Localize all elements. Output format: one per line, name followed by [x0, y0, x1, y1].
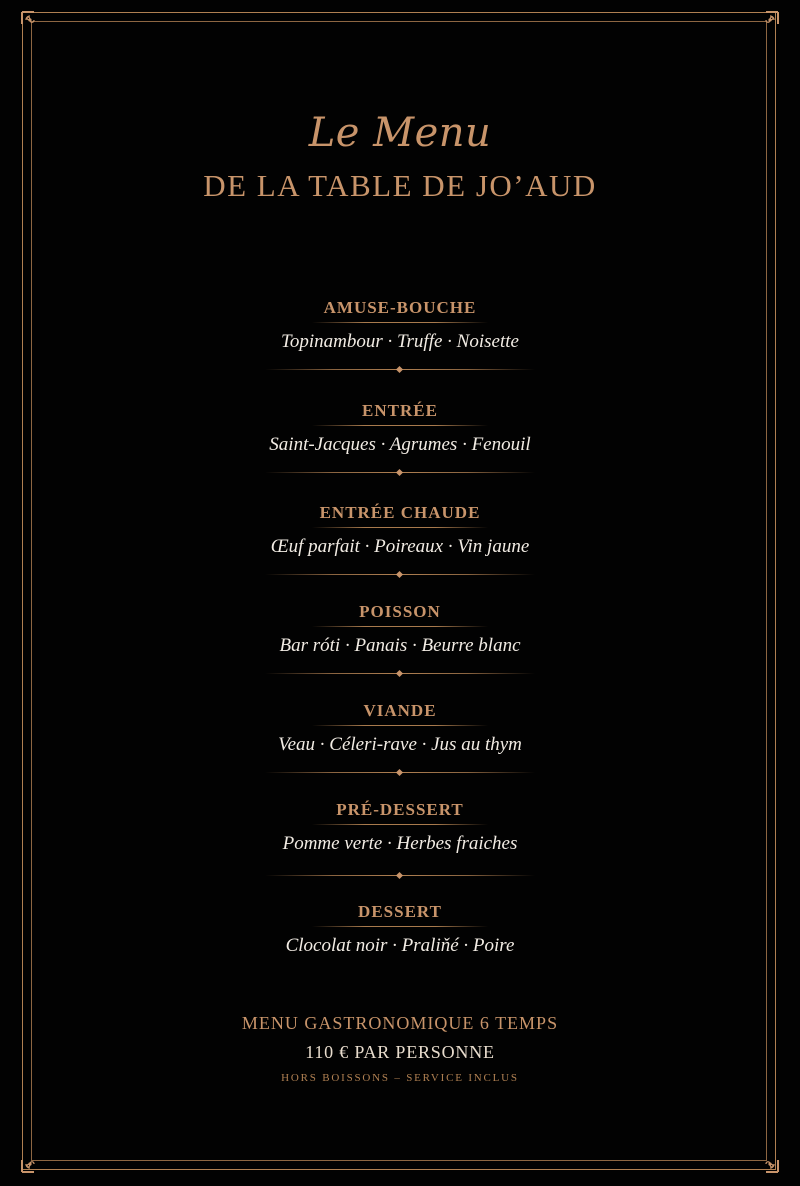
course-section	[0, 602, 800, 677]
course-items: Topinambour · Truffe · Noisette	[281, 331, 519, 352]
corner-ornament-icon	[754, 10, 780, 36]
course-section	[0, 800, 800, 879]
divider-ornament	[265, 470, 535, 476]
corner-ornament-icon	[20, 10, 46, 36]
course-underline	[312, 926, 488, 927]
divider-ornament	[265, 367, 535, 373]
corner-ornament-icon	[20, 1148, 46, 1174]
course-name: AMUSE-BOUCHE	[323, 298, 477, 317]
course-section	[0, 701, 800, 776]
divider-ornament	[265, 873, 535, 879]
course-section	[0, 902, 800, 957]
course-underline	[312, 322, 488, 323]
menu-note: HORS BOISSONS – SERVICE INCLUS	[281, 1072, 519, 1084]
course-section	[0, 401, 800, 476]
course-items: Bar róti · Panais · Beurre blanc	[279, 635, 521, 656]
course-name: ENTRÉE	[362, 401, 438, 420]
divider-ornament	[265, 671, 535, 677]
course-underline	[312, 527, 488, 528]
course-underline	[312, 425, 488, 426]
course-items: Veau · Céleri-rave · Jus au thym	[278, 734, 522, 755]
course-name: ENTRÉE CHAUDE	[319, 503, 481, 522]
course-underline	[312, 626, 488, 627]
divider-ornament	[265, 770, 535, 776]
course-items: Pomme verte · Herbes fraiches	[282, 833, 518, 854]
course-name: POISSON	[359, 602, 441, 621]
course-items: Clocolat noir · Praliňé · Poire	[285, 935, 515, 956]
menu-title-restaurant: DE LA TABLE DE JO’AUD	[203, 168, 597, 203]
course-section	[0, 298, 800, 373]
course-name: PRÉ-DESSERT	[336, 800, 464, 819]
menu-label: MENU GASTRONOMIQUE 6 TEMPS	[241, 1013, 559, 1033]
course-underline	[312, 725, 488, 726]
course-items: Saint-Jacques · Agrumes · Fenouil	[269, 434, 531, 455]
course-underline	[312, 824, 488, 825]
menu-price: 110 € PAR PERSONNE	[305, 1042, 495, 1062]
corner-ornament-icon	[754, 1148, 780, 1174]
divider-ornament	[265, 572, 535, 578]
course-section	[0, 503, 800, 578]
course-name: VIANDE	[363, 701, 437, 720]
course-items: Œuf parfait · Poireaux · Vin jaune	[270, 536, 530, 557]
menu-title-script: Le Menu	[308, 110, 492, 156]
course-name: DESSERT	[358, 902, 442, 921]
